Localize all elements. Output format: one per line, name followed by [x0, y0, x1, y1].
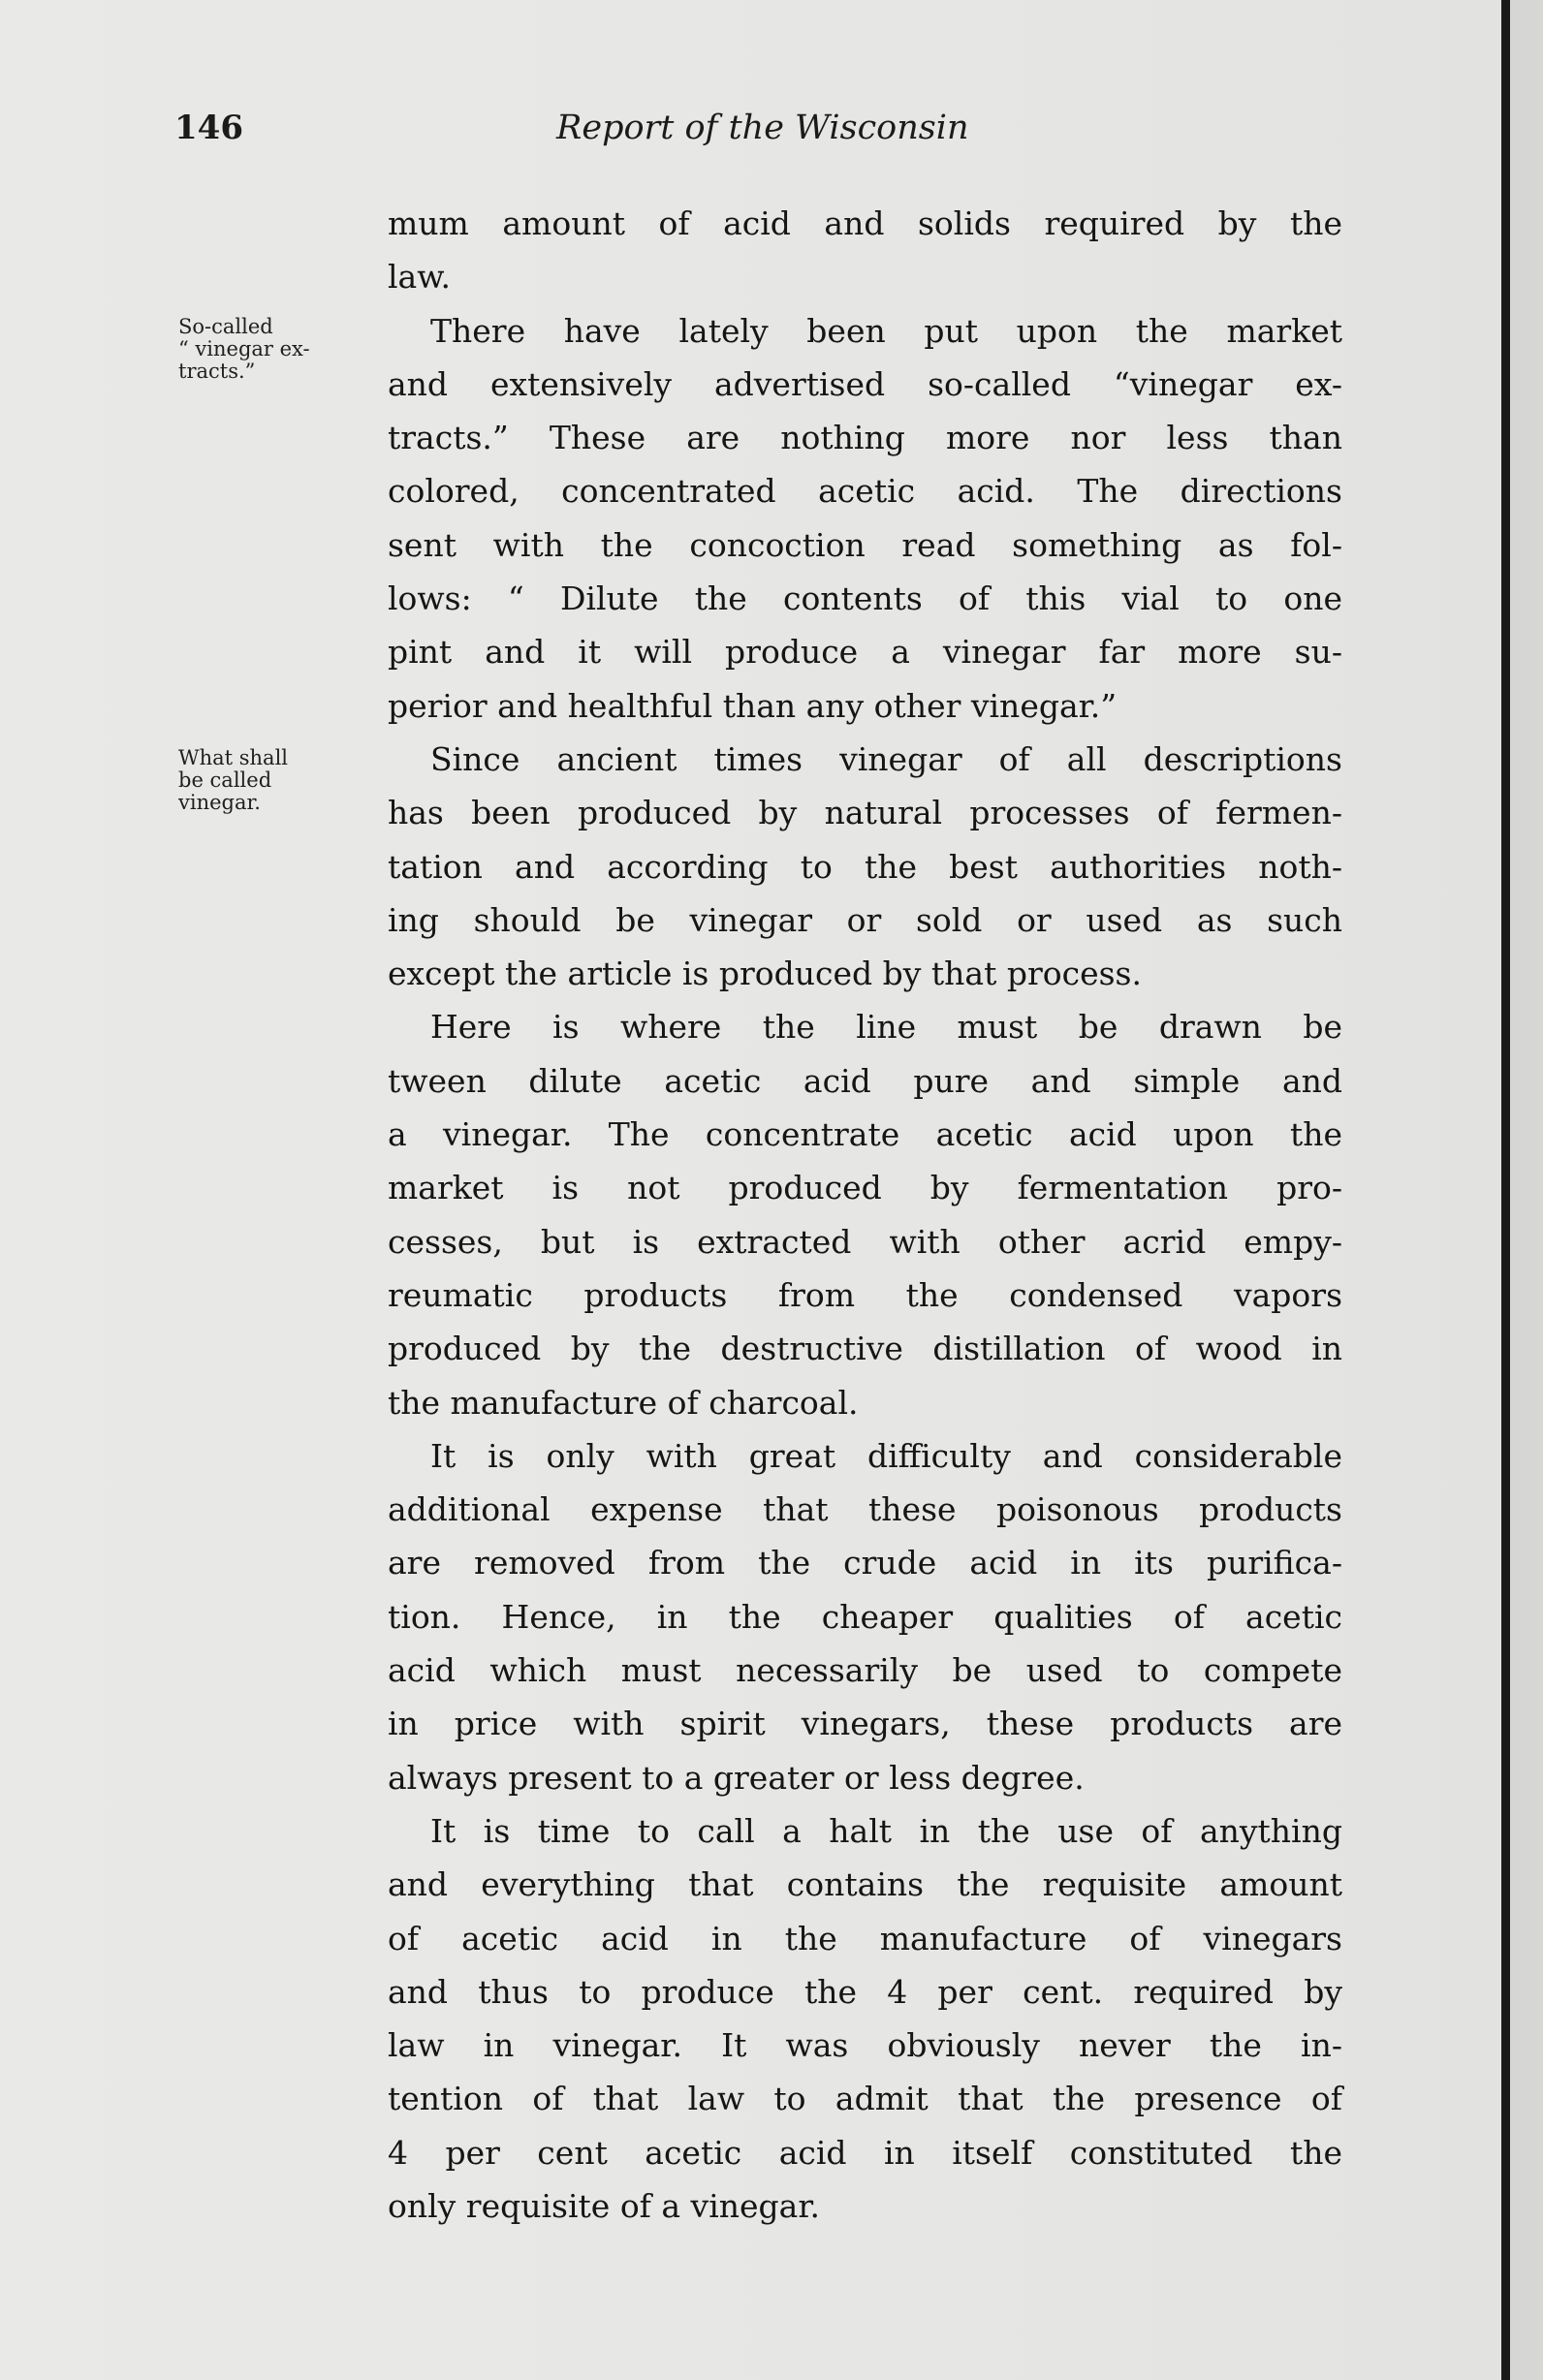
marginal-note-line: vinegar. [178, 791, 261, 814]
text-line: has been produced by natural processes of fermen- [388, 794, 1342, 832]
text-line: lows: “ Dilute the contents of this vial to one [388, 579, 1342, 618]
text-line: tation and according to the best authorities noth- [388, 847, 1342, 886]
running-title: Report of the Wisconsin [556, 109, 969, 147]
page-number: 146 [174, 109, 243, 147]
text-line: additional expense that these poisonous products [388, 1490, 1342, 1529]
marginal-note-vinegar-extracts [178, 316, 362, 383]
text-line: and thus to produce the 4 per cent. required by [388, 1972, 1342, 2011]
text-line: reumatic products from the condensed vapors [388, 1275, 1342, 1314]
text-line: the manufacture of charcoal. [388, 1383, 859, 1422]
marginal-note-line: What shall [178, 746, 288, 769]
text-line: Since ancient times vinegar of all descriptions [430, 739, 1342, 778]
text-line: a vinegar. The concentrate acetic acid upon the [388, 1115, 1342, 1154]
marginal-note-line: be called [178, 768, 272, 792]
text-line: Here is where the line must be drawn be [430, 1008, 1342, 1047]
body-text [388, 197, 1342, 2233]
text-line: sent with the concoction read something as fol- [388, 525, 1342, 564]
marginal-note-line: “ vinegar ex- [178, 337, 310, 360]
marginal-note-what-shall-be-called [178, 747, 362, 814]
text-line: of acetic acid in the manufacture of vinegars [388, 1919, 1342, 1957]
text-line: mum amount of acid and solids required by the [388, 204, 1342, 242]
text-line: acid which must necessarily be used to compete [388, 1651, 1342, 1690]
text-line: It is time to call a halt in the use of anything [430, 1811, 1342, 1850]
text-line: produced by the destructive distillation of wood in [388, 1330, 1342, 1368]
text-line: perior and healthful than any other vinegar.” [388, 686, 1118, 725]
text-line: colored, concentrated acetic acid. The directions [388, 472, 1342, 511]
text-line: tracts.” These are nothing more nor less than [388, 419, 1342, 457]
text-line: It is only with great difficulty and considerable [430, 1436, 1342, 1475]
text-line: tion. Hence, in the cheaper qualities of acetic [388, 1597, 1342, 1636]
text-line: cesses, but is extracted with other acrid empy- [388, 1222, 1342, 1261]
text-line: in price with spirit vinegars, these products are [388, 1705, 1342, 1743]
text-line: law in vinegar. It was obviously never the in- [388, 2026, 1342, 2065]
marginal-note-line: tracts.” [178, 360, 256, 383]
text-line: only requisite of a vinegar. [388, 2186, 820, 2225]
text-line: 4 per cent acetic acid in itself constituted the [388, 2133, 1342, 2172]
text-line: always present to a greater or less degree. [388, 1758, 1085, 1797]
marginal-note-line: So-called [178, 315, 273, 338]
text-line: tween dilute acetic acid pure and simple and [388, 1061, 1342, 1100]
text-line: There have lately been put upon the market [430, 311, 1342, 350]
page-edge-shadow [1510, 0, 1543, 2380]
text-line: are removed from the crude acid in its purifica- [388, 1544, 1342, 1582]
text-line: and extensively advertised so-called “vinegar ex- [388, 364, 1342, 403]
page-edge-line [1501, 0, 1510, 2380]
text-line: law. [388, 258, 452, 297]
text-line: ing should be vinegar or sold or used as such [388, 900, 1342, 939]
text-line: and everything that contains the requisite amount [388, 1865, 1342, 1904]
text-line: except the article is produced by that process. [388, 955, 1142, 993]
text-line: market is not produced by fermentation pro- [388, 1169, 1342, 1207]
text-line: tention of that law to admit that the presence of [388, 2080, 1342, 2118]
text-line: pint and it will produce a vinegar far more su- [388, 633, 1342, 672]
